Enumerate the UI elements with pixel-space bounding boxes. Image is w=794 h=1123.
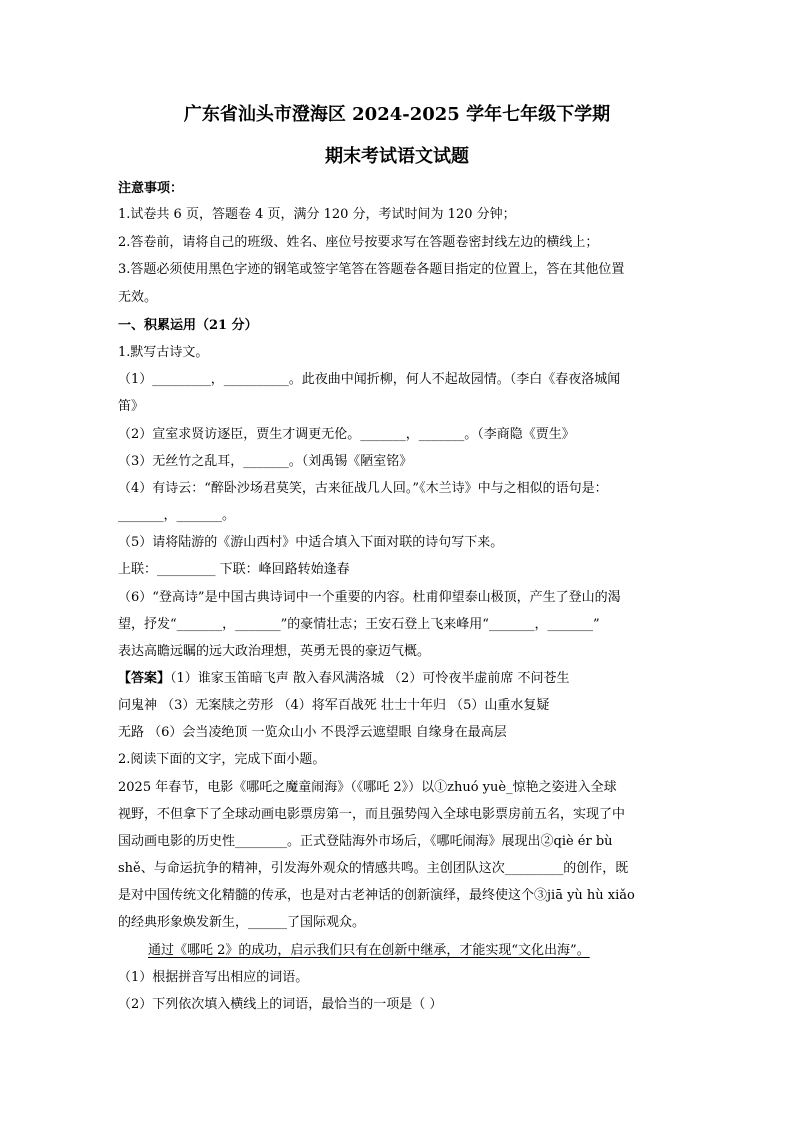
question-2-title: 2.阅读下面的文字，完成下面小题。 xyxy=(118,752,326,767)
question-1-6: （6）“登高诗”是中国古典诗词中一个重要的内容。杜甫仰望泰山极顶，产生了登山的渴 xyxy=(118,590,621,605)
section-heading: 一、积累运用（21 分） xyxy=(118,318,258,333)
question-1-5: （5）请将陆游的《游山西村》中适合填入下面对联的诗句写下来。 xyxy=(118,535,504,550)
answer-text-1: （1）谁家玉笛暗飞声 散入春风满洛城 （2）可怜夜半虚前席 不问苍生 xyxy=(170,671,570,686)
exam-title-line2: 期末考试语文试题 xyxy=(325,146,469,167)
question-1-4: （4）有诗云：“醉卧沙场君莫笑，古来征战几人回。”《木兰诗》中与之相似的语句是： xyxy=(118,481,608,496)
question-1-1: （1）_________，__________。此夜曲中闻折柳，何人不起故园情。（李白《春夜洛城闻 xyxy=(118,372,621,387)
sub-question-1: （1）根据拼音写出相应的词语。 xyxy=(118,970,309,985)
passage-line-6: 的经典形象焕发新生，______了国际观众。 xyxy=(118,915,366,930)
notice-item-2: 2.答卷前，请将自己的班级、姓名、座位号按要求写在答题卷密封线左边的横线上； xyxy=(118,235,599,250)
exam-title-line1: 广东省汕头市澄海区 2024-2025 学年七年级下学期 xyxy=(183,104,611,125)
question-1-5-couplet: 上联：_________ 下联：峰回路转始逢春 xyxy=(118,562,350,577)
question-1-2: （2）宣室求贤访逐臣，贾生才调更无伦。_______，_______。（李商隐《贾生》 xyxy=(118,427,575,442)
passage-line-1: 2025 年春节，电影《哪吒之魔童闹海》（《哪吒 2》）以①zhuó yuè_惊艳之姿进入全球 xyxy=(118,780,617,795)
notice-item-3-cont: 无效。 xyxy=(118,290,158,305)
answer-line-1 xyxy=(118,671,569,687)
answer-line-3: 无路 （6）会当凌绝顶 一览众山小 不畏浮云遮望眼 自缘身在最高层 xyxy=(118,725,507,740)
passage-line-3: 国动画电影的历史性________。正式登陆海外市场后，《哪吒闹海》展现出②qiè ér bù xyxy=(118,834,613,849)
passage-line-2: 视野，不但拿下了全球动画电影票房第一，而且强势闯入全球电影票房前五名，实现了中 xyxy=(118,807,626,822)
sub-question-2: （2）下列依次填入横线上的词语，最恰当的一项是（ ） xyxy=(118,997,443,1012)
answer-label: 【答案】 xyxy=(118,671,171,686)
question-1-3: （3）无丝竹之乱耳，_______。（刘禹锡《陋室铭》 xyxy=(118,454,413,469)
question-1-1-cont: 笛》 xyxy=(118,399,145,414)
notice-heading: 注意事项： xyxy=(118,181,184,196)
question-1-4-blanks: _______，_______。 xyxy=(118,508,236,523)
passage-underlined-sentence: 通过《哪吒 2》的成功，启示我们只有在创新中继承，才能实现“文化出海”。 xyxy=(148,943,590,958)
question-1-6-end: 表达高瞻远瞩的远大政治理想，英勇无畏的豪迈气概。 xyxy=(118,644,431,659)
question-1-title: 1.默写古诗文。 xyxy=(118,345,209,360)
answer-line-2: 问鬼神 （3）无案牍之劳形 （4）将军百战死 壮士十年归 （5）山重水复疑 xyxy=(118,698,550,713)
passage-line-5: 是对中国传统文化精髓的传承，也是对古老神话的创新演绎，最终使这个③jiā yù hù xiǎo xyxy=(118,888,635,903)
question-1-6-cont: 望，抒发“_______，_______”的豪情壮志；王安石登上飞来峰用“_______，_______” xyxy=(118,617,600,632)
notice-item-1: 1.试卷共 6 页，答题卷 4 页，满分 120 分，考试时间为 120 分钟； xyxy=(118,207,516,222)
passage-line-4: shě、与命运抗争的精神，引发海外观众的情感共鸣。主创团队这次_________的创作，既 xyxy=(118,861,629,876)
notice-item-3: 3.答题必须使用黑色字迹的钢笔或签字笔答在答题卷各题目指定的位置上，答在其他位置 xyxy=(118,262,625,277)
